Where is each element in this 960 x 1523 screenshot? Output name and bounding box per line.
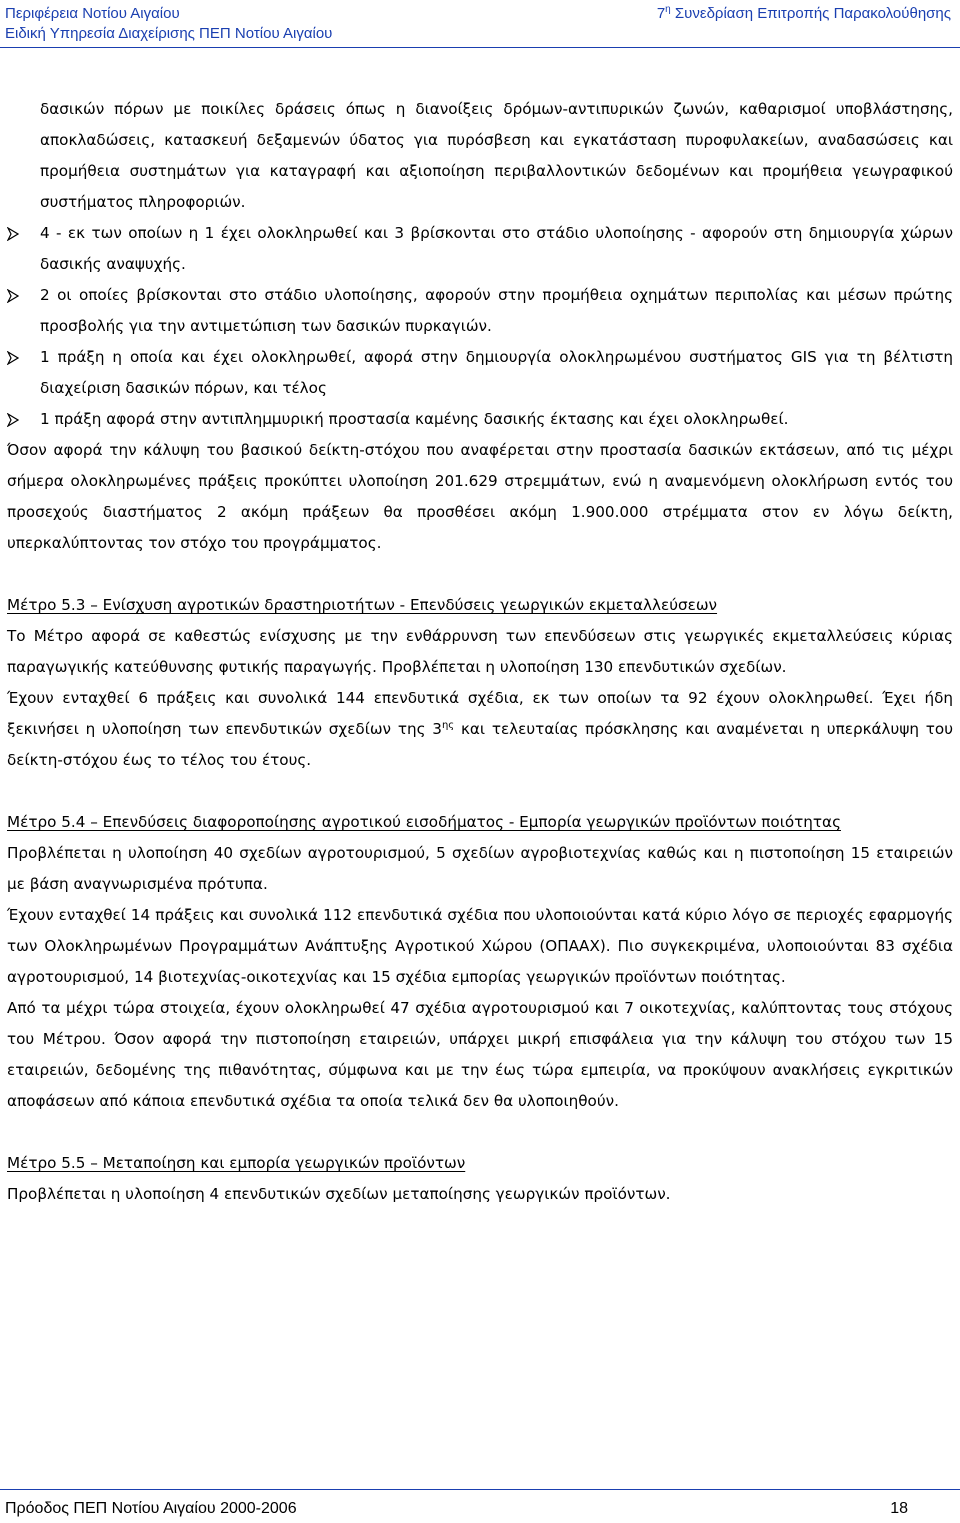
spacer	[7, 1117, 953, 1148]
intro-continuation: δασικών πόρων με ποικίλες δράσεις όπως η διανοίξεις δρόμων-αντιπυρικών ζωνών, καθαρισμοί υποβλάστησης, αποκλαδώσεις, κατασκευή δεξαμενών ύδατος για πυρόσβεση και εγκατάσταση πυροφυλακείων, αναδασώσεις και προμήθεια συστημάτων για καταγραφή και αξιοποίηση περιβαλλοντικών δεδομένων και προμήθεια γεωγραφικού συστήματος πληροφοριών.	[40, 100, 953, 211]
measure-5-3-paragraph-1: Το Μέτρο αφορά σε καθεστώς ενίσχυσης με την ενθάρρυνση των επενδύσεων στις γεωργικές εκμεταλλεύσεις κύριας παραγωγικής κατεύθυνσης φυτικής παραγωγής. Προβλέπεται η υλοποίηση 130 επενδυτικών σχεδίων.	[7, 627, 953, 676]
list-item	[7, 342, 953, 404]
forest-target-paragraph: Όσον αφορά την κάλυψη του βασικού δείκτη-στόχου που αναφέρεται στην προστασία δασικών εκτάσεων, από τις μέχρι σήμερα ολοκληρωμένες πράξεις προκύπτει υλοποίηση 201.629 στρεμμάτων, ενώ η αναμενόμενη ολοκλήρωση εντός του προσεχούς διαστήματος 2 ακόμη πράξεων θα προσθέσει ακόμη 1.900.000 στρέμματα στον εν λόγω δείκτη, υπερκαλύπτοντας τον στόχο του προγράμματος.	[7, 441, 953, 552]
measure-5-3-paragraph-2-start: Έχουν ενταχθεί 6 πράξεις και συνολικά 144 επενδυτικά σχέδια, εκ των οποίων τα 92 έχουν ολοκληρωθεί. Έχει ήδη ξεκινήσει η υλοποίηση των επενδυτικών σχεδίων της 3	[7, 689, 953, 738]
header-meeting-title	[657, 4, 951, 24]
arrow-bullet-icon	[7, 289, 19, 303]
page-number: 18	[890, 1500, 908, 1517]
arrow-bullet-icon	[7, 227, 19, 241]
measure-5-5-heading: Μέτρο 5.5 – Μεταποίηση και εμπορία γεωργικών προϊόντων	[7, 1154, 466, 1172]
measure-5-4-paragraph-3: Από τα μέχρι τώρα στοιχεία, έχουν ολοκληρωθεί 47 σχέδια αγροτουρισμού και 7 οικοτεχνίας, καλύπτοντας τους στόχους του Μέτρου. Όσον αφορά την πιστοποίηση εταιρειών, υπάρχει μικρή επισφάλεια για την κάλυψη του στόχου των 15 εταιρειών, δεδομένης της πιθανότητας, σύμφωνα και με την έως τώρα εμπειρία, να προκύψουν ανακλήσεις εγκριτικών αποφάσεων από κάποια επενδυτικά σχέδια τα οποία τελικά δεν θα υλοποιηθούν.	[7, 999, 953, 1110]
list-item	[7, 218, 953, 280]
measure-5-4-paragraph-1: Προβλέπεται η υλοποίηση 40 σχεδίων αγροτουρισμού, 5 σχεδίων αγροβιοτεχνίας καθώς και η πιστοποίηση 15 εταιρειών με βάση αναγνωρισμένα πρότυπα.	[7, 844, 953, 893]
header-meeting-text: Συνεδρίαση Επιτροπής Παρακολούθησης	[670, 5, 951, 22]
spacer	[7, 776, 953, 807]
measure-5-5-paragraph-1: Προβλέπεται η υλοποίηση 4 επενδυτικών σχεδίων μεταποίησης γεωργικών προϊόντων.	[7, 1185, 671, 1203]
measure-5-4-heading: Μέτρο 5.4 – Επενδύσεις διαφοροποίησης αγροτικού εισοδήματος - Εμπορία γεωργικών προϊόντων ποιότητας	[7, 813, 841, 831]
ordinal-suffix: ης	[441, 719, 455, 731]
document-body	[7, 94, 953, 1210]
list-item	[7, 404, 953, 435]
footer-divider	[0, 1489, 960, 1490]
header-region-name: Περιφέρεια Νοτίου Αιγαίου	[5, 5, 180, 22]
header-divider	[0, 47, 960, 48]
spacer	[7, 559, 953, 590]
list-item-text: 1 πράξη αφορά στην αντιπλημμυρική προστασία καμένης δασικής έκτασης και έχει ολοκληρωθεί.	[40, 410, 789, 428]
footer-document-title: Πρόοδος ΠΕΠ Νοτίου Αιγαίου 2000-2006	[5, 1500, 297, 1517]
list-item-text: 4 - εκ των οποίων η 1 έχει ολοκληρωθεί και 3 βρίσκονται στο στάδιο υλοποίησης - αφορούν στη δημιουργία χώρων δασικής αναψυχής.	[40, 224, 953, 273]
list-item	[7, 280, 953, 342]
measure-5-5-heading-line	[7, 1148, 953, 1179]
measure-5-3-paragraph-2-end: και τελευταίας πρόσκλησης και αναμένεται η υπερκάλυψη του δείκτη-στόχου έως το τέλος του έτους.	[7, 720, 953, 769]
list-item-text: 1 πράξη η οποία και έχει ολοκληρωθεί, αφορά στην δημιουργία ολοκληρωμένου συστήματος GIS για τη βέλτιστη διαχείριση δασικών πόρων, και τέλος	[40, 348, 953, 397]
measure-5-3-heading: Μέτρο 5.3 – Ενίσχυση αγροτικών δραστηριοτήτων - Επενδύσεις γεωργικών εκμεταλλεύσεων	[7, 596, 718, 614]
arrow-bullet-icon	[7, 351, 19, 365]
header-meeting-number: 7	[656, 5, 666, 22]
arrow-bullet-icon	[7, 413, 19, 427]
header-authority-name: Ειδική Υπηρεσία Διαχείρισης ΠΕΠ Νοτίου Αιγαίου	[5, 25, 333, 42]
list-item-text: 2 οι οποίες βρίσκονται στο στάδιο υλοποίησης, αφορούν στην προμήθεια οχημάτων περιπολίας και μέσων πρώτης προσβολής για την αντιμετώπιση των δασικών πυρκαγιών.	[40, 286, 953, 335]
measure-5-4-paragraph-2: Έχουν ενταχθεί 14 πράξεις και συνολικά 112 επενδυτικά σχέδια που υλοποιούνται κατά κύριο λόγο σε περιοχές εφαρμογής των Ολοκληρωμένων Προγραμμάτων Ανάπτυξης Αγροτικού Χώρου (ΟΠΑΑΧ). Πιο συγκεκριμένα, υλοποιούνται 83 σχέδια αγροτουρισμού, 14 βιοτεχνίας-οικοτεχνίας και 15 σχέδια εμπορίας γεωργικών προϊόντων ποιότητας.	[7, 906, 953, 986]
header-meeting-ordinal: η	[665, 4, 671, 15]
measure-5-3-paragraph-2	[7, 683, 953, 776]
